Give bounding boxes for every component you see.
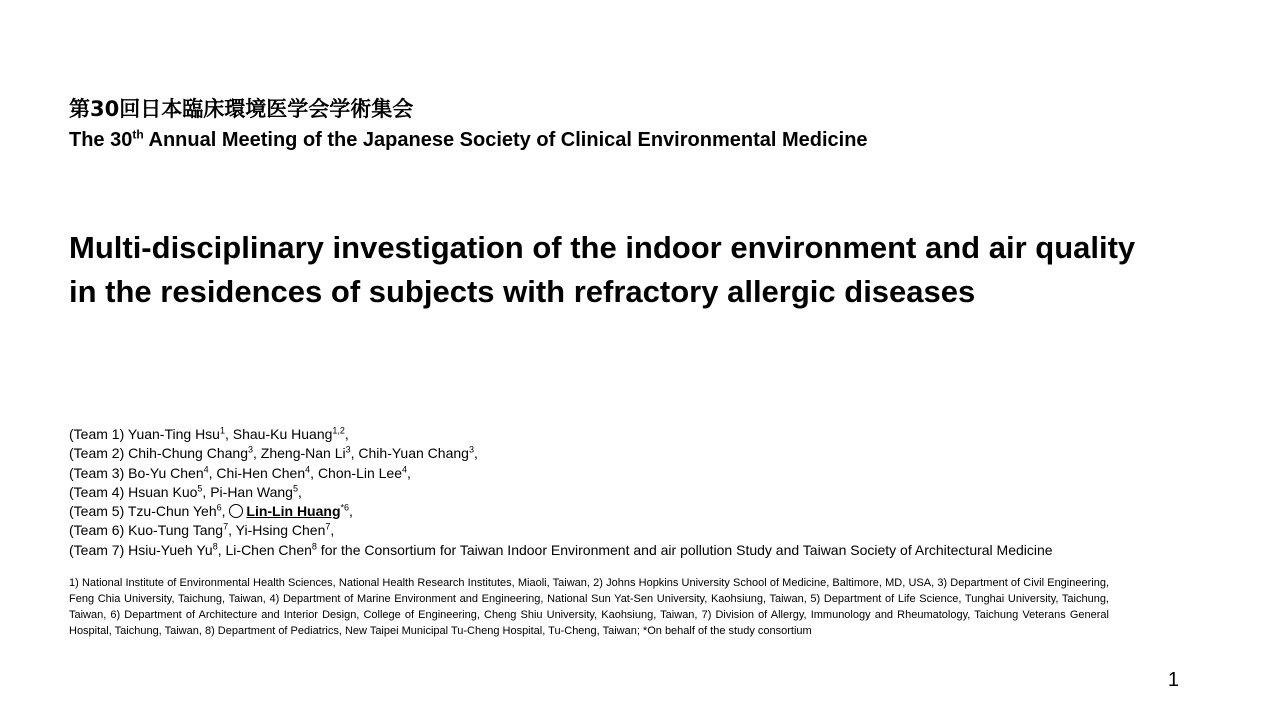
team-label: (Team 4) [69, 483, 129, 500]
affiliation-superscript: 4 [402, 463, 408, 474]
separator: , [221, 503, 230, 520]
affiliation-superscript: 5 [197, 483, 203, 494]
affiliation-superscript: 3 [345, 444, 351, 455]
separator: , [217, 541, 226, 558]
affiliation-superscript: 6 [216, 502, 222, 513]
author-name: Zheng-Nan Li [260, 445, 346, 462]
presentation-title [69, 226, 1219, 314]
author-name: Tzu-Chun Yeh [127, 503, 217, 520]
title-line-2: in the residences of subjects with refractory allergic diseases [69, 274, 976, 309]
author-name: Shau-Ku Huang [232, 426, 333, 442]
team-line [69, 502, 1219, 521]
author-name: Bo-Yu Chen [128, 464, 204, 481]
author-name: Chih-Yuan Chang [358, 445, 469, 462]
author-name: Kuo-Tung Tang [128, 522, 224, 539]
affiliation-superscript: 7 [223, 521, 229, 532]
team-label: (Team 6) [69, 522, 129, 539]
author-name: Chi-Hen Chen [216, 464, 306, 481]
affiliation-superscript: 4 [305, 463, 311, 474]
separator: , [297, 483, 302, 500]
author-name: Chih-Chung Chang [128, 445, 248, 462]
ordinal-superscript: th [132, 127, 144, 142]
author-list [69, 425, 1219, 560]
presenter-circle-icon [229, 504, 243, 518]
separator: , [253, 445, 261, 462]
team-line [69, 425, 1219, 444]
page-number: 1 [1167, 669, 1179, 691]
team-label: (Team 1) [69, 426, 128, 442]
affiliation-superscript: 4 [203, 463, 209, 474]
affiliations: 1) National Institute of Environmental Health Sciences, National Health Research Institutes, Miaoli, Taiwan, 2) Johns Hopkins University School of Medicine, Baltimore, MD, USA, 3) Department of Civil Engineering, Feng Chia University, Taichung, Taiwan, 4) Department of Marine Environment and Engineering, National Sun Yat-Sen University, Kaohsiung, Taiwan, 5) Department of Life Science, Tunghai University, Taichung, Taiwan, 6) Department of Architecture and Interior Design, College of Engineering, Cheng Shiu University, Kaohsiung, Taiwan, 7) Division of Allergy, Immunology and Rheumatology, Taichung Veterans General Hospital, Taichung, Taiwan, 8) Department of Pediatrics, New Taipei Municipal Tu-Cheng Hospital, Tu-Cheng, Taiwan; *On behalf of the study consortium [69, 577, 1109, 637]
affiliation-superscript: 8 [212, 541, 218, 552]
team-label: (Team 7) [69, 541, 129, 558]
separator: , [228, 522, 236, 539]
author-name: Hsuan Kuo [128, 483, 198, 500]
separator: , [224, 426, 233, 442]
meeting-title-prefix: The 30 [69, 129, 133, 151]
affiliation-superscript: 1,2 [332, 425, 345, 436]
author-name: Yuan-Ting Hsu [127, 426, 220, 442]
author-name: Yi-Hsing Chen [235, 522, 326, 539]
separator: , [407, 464, 411, 481]
separator: , [310, 464, 318, 481]
team-label: (Team 2) [69, 445, 129, 462]
affiliation-superscript: 7 [325, 521, 331, 532]
team-line [69, 464, 1219, 483]
separator: , [330, 522, 335, 539]
presenter-name: Lin-Lin Huang [246, 503, 341, 520]
meeting-title-suffix: Annual Meeting of the Japanese Society of Clinical Environmental Medicine [143, 129, 868, 151]
separator: , [208, 464, 217, 481]
team-label: (Team 3) [69, 464, 129, 481]
meeting-title-japanese: 第30回日本臨床環境医学会学術集会 [69, 97, 414, 121]
author-name: Pi-Han Wang [210, 483, 293, 500]
affiliation-superscript: 3 [247, 444, 253, 455]
team-line [69, 521, 1219, 540]
team-line [69, 444, 1219, 463]
author-name: Hsiu-Yueh Yu [128, 541, 213, 558]
meeting-title-english [69, 127, 868, 153]
consortium-text: for the Consortium for Taiwan Indoor Environment and air pollution Study and Taiwan Society of Architectural Medicine [316, 541, 1053, 558]
affiliation-superscript: 8 [311, 541, 317, 552]
affiliation-superscript: 3 [468, 444, 474, 455]
author-name: Li-Chen Chen [225, 541, 312, 558]
separator: , [349, 503, 353, 520]
team-label: (Team 5) [69, 503, 128, 520]
separator: , [202, 483, 211, 500]
author-name: Chon-Lin Lee [317, 464, 402, 481]
team-line [69, 541, 1219, 560]
separator: , [350, 445, 359, 462]
separator: , [344, 426, 349, 442]
affiliation-superscript: 5 [292, 483, 298, 494]
team-line [69, 483, 1219, 502]
affiliation-superscript: 1 [219, 425, 225, 436]
affiliation-superscript: *6 [340, 502, 350, 513]
separator: , [473, 445, 478, 462]
title-line-1: Multi-disciplinary investigation of the indoor environment and air quality [69, 230, 1136, 265]
